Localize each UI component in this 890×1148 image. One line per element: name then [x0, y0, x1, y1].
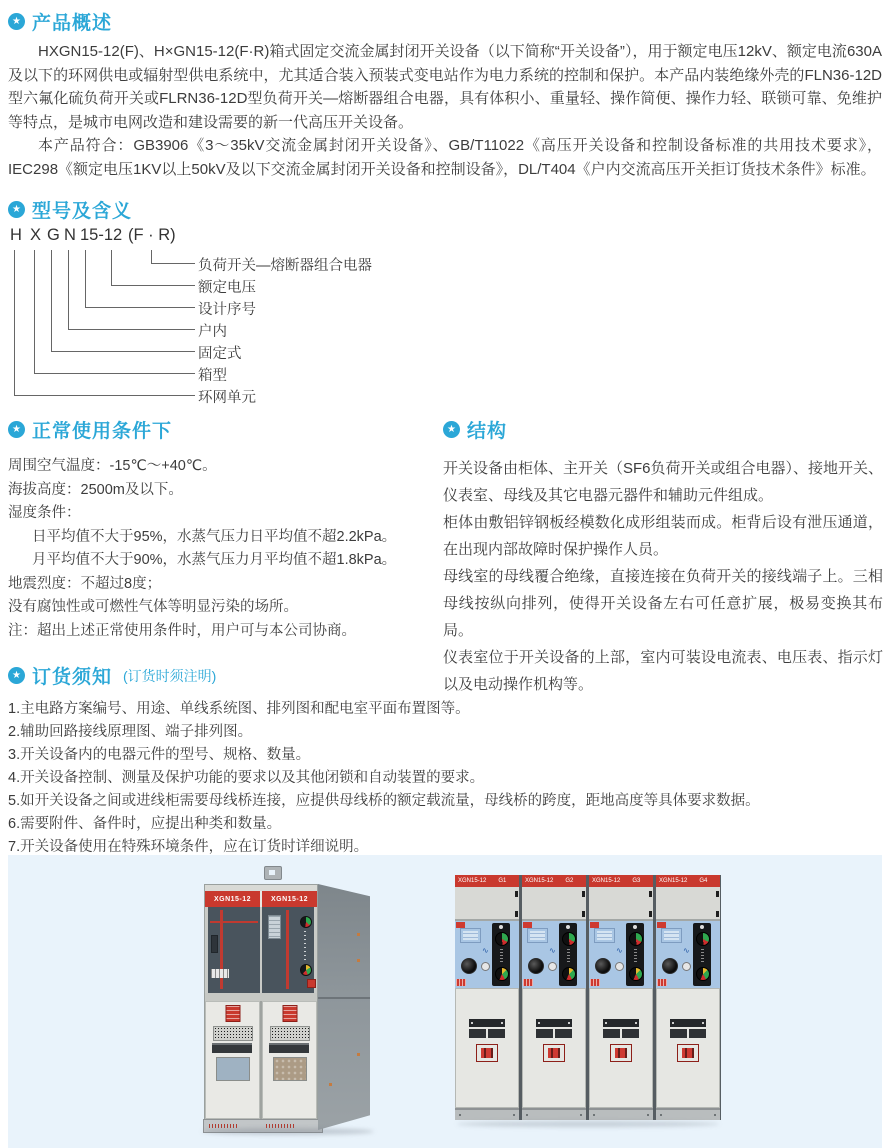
- single-cabinet-photo: [200, 860, 380, 1136]
- operation-knob: [461, 958, 477, 974]
- switchgear-bay: [589, 875, 653, 1120]
- door-handle: [536, 1019, 572, 1038]
- position-indicator-icon: [629, 932, 643, 946]
- red-button: [307, 979, 316, 988]
- model-label: 箱型: [198, 368, 227, 384]
- section-title: 结构: [467, 421, 508, 442]
- indicator-gauge-icon: [300, 916, 312, 928]
- handle-cell: [622, 1029, 639, 1038]
- lifting-hook: [264, 866, 282, 880]
- operation-knob: [528, 958, 544, 974]
- star-bullet-icon: [443, 421, 460, 438]
- mini-dial: [481, 962, 490, 971]
- warning-label: [677, 1044, 699, 1062]
- dotted-scale: [634, 949, 637, 963]
- handle-cell: [555, 1029, 572, 1038]
- lower-door: [656, 988, 720, 1108]
- hinge: [582, 891, 585, 897]
- position-indicator-icon: [696, 932, 710, 946]
- position-indicator-icon: [562, 967, 576, 981]
- dotted-scale: [567, 949, 570, 963]
- section-header-model: [8, 196, 132, 223]
- condition-line: 周围空气温度：-15℃～+40℃。: [8, 458, 217, 474]
- indicator-strip: [559, 923, 577, 986]
- nameplate: XGN15-12: [262, 891, 317, 907]
- shadow: [202, 1128, 374, 1135]
- ordering-item: 4.开关设备控制、测量及保护功能的要求以及其他闭锁和自动装置的要求。: [8, 770, 485, 786]
- indicator-dot: [499, 925, 503, 929]
- ordering-item: 2.辅助回路接线原理图、端子排列图。: [8, 724, 253, 740]
- hinge: [716, 891, 719, 897]
- vent-grille: [213, 1026, 253, 1041]
- structure-paragraph: 仪表室位于开关设备的上部，室内可装设电流表、电压表、指示灯以及电动操作机构等。: [443, 649, 883, 693]
- mini-dial: [682, 962, 691, 971]
- door-handle: [269, 1043, 309, 1053]
- overview-paragraph: HXGN15-12(F)、H×GN15-12(F·R)箱式固定交流金属封闭开关设备（以下简称“开关设备”），用于额定电压12kV、额定电流630A及以下的环网供电或辐射型供电系统中，尤其适合装入预装式变电站作为电力系统的控制和保护。本产品内装绝缘外壳的FLN36-12D型六氟化硫负荷开关或FLRN36-12D型负荷开关—熔断器组合电器，具有体积小、重量轻、操作简便、操作力轻、联锁可靠、免维护等特点，是城市电网改造和建设需要的新一代高压开关设备。: [8, 43, 882, 131]
- door-handle: [212, 1043, 252, 1053]
- lineup-cabinet-photo: [455, 872, 723, 1128]
- condition-line: 海拔高度：2500m及以下。: [8, 481, 183, 498]
- cabinet-base: [589, 1108, 653, 1120]
- handle-bar: [603, 1019, 639, 1027]
- scheme-icon: [482, 946, 489, 955]
- ordering-list: [8, 698, 882, 859]
- control-panel: [455, 921, 519, 988]
- condition-line: 月平均值不大于90%，水蒸气压力月平均值不超1.8kPa。: [32, 552, 397, 568]
- hinge: [515, 891, 518, 897]
- handle-cell: [603, 1029, 620, 1038]
- star-bullet-icon: [8, 667, 25, 684]
- condition-line: 没有腐蚀性或可燃性气体等明显污染的场所。: [8, 599, 298, 615]
- diagram-connector-line: [14, 250, 195, 396]
- condition-line: 湿度条件：: [8, 505, 81, 521]
- operation-knob: [595, 958, 611, 974]
- model-code-part: (F · R): [128, 226, 176, 244]
- model-label: 设计序号: [198, 302, 256, 318]
- handle-bar: [469, 1029, 505, 1038]
- condition-line: 注：超出上述正常使用条件时，用户可与本公司协商。: [8, 622, 356, 639]
- handle-bar: [603, 1029, 639, 1038]
- overview-paragraph: 本产品符合：GB3906《3～35kV交流金属封闭开关设备》、GB/T11022《高压开关设备和控制设备标准的共用技术要求》，IEC298《额定电压1KV以上50kV及以下交流金属封闭开关设备和控制设备》，DL/T404《户内交流高压开关拒订货技术条件》标准。: [8, 137, 882, 178]
- red-stripe: [210, 921, 258, 923]
- handle-bar: [469, 1019, 505, 1027]
- warning-label: [476, 1044, 498, 1062]
- product-photo-panel: [8, 855, 882, 1148]
- switchgear-bay: [455, 875, 519, 1120]
- switchgear-bay: [522, 875, 586, 1120]
- cabinet-base: [656, 1108, 720, 1120]
- nameplate: XGN15-12: [205, 891, 260, 907]
- upper-door: [656, 887, 720, 921]
- structure-paragraphs: [443, 455, 883, 698]
- section-header-ordering: [8, 662, 216, 689]
- control-panel: [656, 921, 720, 988]
- bay-nameplate: [522, 875, 586, 887]
- indicator-strip: [492, 923, 510, 986]
- info-plate: [268, 915, 281, 939]
- indicator-strip: [693, 923, 711, 986]
- structure-paragraph: 柜体由敷铝锌钢板经模数化成形组装而成。柜背后设有泄压通道，在出现内部故障时保护操作人员。: [443, 514, 883, 558]
- scheme-plate: [527, 928, 548, 943]
- ordering-item: 1.主电路方案编号、用途、单线系统图、排列图和配电室平面布置图等。: [8, 701, 470, 717]
- handle-bar: [536, 1029, 572, 1038]
- ordering-item: 6.需要附件、备件时，应提出种类和数量。: [8, 816, 282, 832]
- red-label: [590, 979, 600, 986]
- door-plate: [273, 1057, 307, 1081]
- scheme-icon: [616, 946, 623, 955]
- model-code-part: N: [64, 226, 76, 244]
- cabinet-base: [455, 1108, 519, 1120]
- handle-cell: [689, 1029, 706, 1038]
- position-indicator-icon: [562, 932, 576, 946]
- door: [262, 1001, 317, 1119]
- dotted-scale: [500, 949, 503, 963]
- model-code-part: G: [47, 226, 60, 244]
- door-plate: [216, 1057, 250, 1081]
- section-header-structure: [443, 416, 883, 443]
- red-label: [657, 979, 667, 986]
- handle-cell: [469, 1029, 486, 1038]
- structure-paragraph: 母线室的母线覆合绝缘，直接连接在负荷开关的接线端子上。三相母线按纵向排列，使得开关设备左右可任意扩展，极易变换其布局。: [443, 568, 883, 639]
- model-label: 固定式: [198, 346, 242, 362]
- model-label: 负荷开关—熔断器组合电器: [198, 258, 372, 274]
- panel-seam: [260, 907, 262, 993]
- section-header-overview: [8, 8, 112, 35]
- handle-bar: [536, 1019, 572, 1027]
- mini-dial: [615, 962, 624, 971]
- position-indicator-icon: [495, 967, 509, 981]
- bay-model: XGN15-12: [659, 878, 688, 884]
- scheme-plate: [594, 928, 615, 943]
- bay-nameplate: [455, 875, 519, 887]
- overview-text: [8, 40, 882, 181]
- bay-model: XGN15-12: [458, 878, 487, 884]
- condition-line: 地震烈度：不超过8度；: [8, 575, 162, 592]
- warning-label: [543, 1044, 565, 1062]
- ordering-item: 3.开关设备内的电器元件的型号、规格、数量。: [8, 747, 311, 763]
- structure-paragraph: 开关设备由柜体、主开关（SF6负荷开关或组合电器）、接地开关、仪表室、母线及其它电器元器件和辅助元件组成。: [443, 460, 884, 504]
- bay-model: XGN15-12: [525, 878, 554, 884]
- hinge: [716, 911, 719, 917]
- hinge: [649, 891, 652, 897]
- scheme-plate: [661, 928, 682, 943]
- mini-dial: [548, 962, 557, 971]
- model-code-part: X: [30, 226, 42, 244]
- door-handle: [603, 1019, 639, 1038]
- upper-door: [589, 887, 653, 921]
- cabinet-front: [204, 884, 318, 1130]
- position-indicator-icon: [495, 932, 509, 946]
- handle-bar: [670, 1029, 706, 1038]
- model-code-part: 15-12: [80, 226, 123, 244]
- handle-cell: [670, 1029, 687, 1038]
- star-bullet-icon: [8, 421, 25, 438]
- model-label: 环网单元: [198, 390, 256, 406]
- vent-grille: [270, 1026, 310, 1041]
- control-panel: [589, 921, 653, 988]
- hinge: [515, 911, 518, 917]
- section-title: 订货须知: [32, 667, 113, 688]
- model-code-diagram: [8, 226, 438, 416]
- door-handle: [469, 1019, 505, 1038]
- handle-bar: [670, 1019, 706, 1027]
- control-panel: [522, 921, 586, 988]
- indicator-dot: [566, 925, 570, 929]
- red-label: [523, 979, 533, 986]
- model-label: 额定电压: [198, 280, 256, 296]
- dotted-scale: [304, 931, 306, 961]
- star-bullet-icon: [8, 201, 25, 218]
- section-header-conditions: [8, 416, 438, 443]
- warning-label: [610, 1044, 632, 1062]
- position-indicator-icon: [629, 967, 643, 981]
- model-label: 户内: [198, 324, 227, 340]
- red-stripe: [286, 910, 289, 989]
- bay-model: XGN15-12: [592, 878, 621, 884]
- section-subtitle: (订货时须注明): [123, 667, 217, 684]
- operation-slot: [211, 935, 218, 953]
- handle-cell: [536, 1029, 553, 1038]
- indicator-dot: [633, 925, 637, 929]
- lower-door: [522, 988, 586, 1108]
- lower-doors: [205, 1001, 317, 1119]
- conditions-section: [8, 416, 438, 643]
- section-title: 正常使用条件下: [32, 421, 173, 442]
- cabinet-nameplate-band: [205, 891, 317, 907]
- condition-line: 日平均值不大于95%，水蒸气压力日平均值不超2.2kPa。: [32, 528, 397, 545]
- bay-nameplate: [656, 875, 720, 887]
- door-handle: [670, 1019, 706, 1038]
- lower-door: [455, 988, 519, 1108]
- door: [205, 1001, 260, 1119]
- position-indicator-icon: [696, 967, 710, 981]
- upper-door: [522, 887, 586, 921]
- switchgear-bay: [656, 875, 720, 1120]
- bay-unit: G1: [498, 878, 507, 884]
- base-marking: [209, 1124, 239, 1128]
- star-bullet-icon: [8, 13, 25, 30]
- hinge: [582, 911, 585, 917]
- operation-knob: [662, 958, 678, 974]
- scheme-plate: [460, 928, 481, 943]
- lower-door: [589, 988, 653, 1108]
- section-title: 型号及含义: [32, 201, 133, 222]
- indicator-dot: [700, 925, 704, 929]
- cabinet-base: [522, 1108, 586, 1120]
- label-grid: [211, 969, 229, 978]
- bay-unit: G4: [699, 878, 708, 884]
- bay-unit: G2: [565, 878, 574, 884]
- section-title: 产品概述: [32, 13, 113, 34]
- ordering-item: 5.如开关设备之间或进线柜需要母线桥连接，应提供母线桥的额定载流量，母线桥的跨度，距地高度等具体要求数据。: [8, 793, 760, 809]
- instrument-panel: [205, 907, 317, 993]
- red-label: [456, 979, 466, 986]
- model-code-part: H: [10, 226, 22, 244]
- bay-unit: G3: [632, 878, 641, 884]
- conditions-lines: [8, 455, 438, 643]
- indicator-gauge-icon: [300, 964, 312, 976]
- handle-cell: [488, 1029, 505, 1038]
- scheme-icon: [549, 946, 556, 955]
- upper-door: [455, 887, 519, 921]
- scheme-icon: [683, 946, 690, 955]
- structure-section: [443, 416, 883, 698]
- cabinet-side-panel: [318, 884, 370, 1130]
- hinge: [649, 911, 652, 917]
- bay-nameplate: [589, 875, 653, 887]
- warning-label: [225, 1005, 240, 1022]
- warning-label: [282, 1005, 297, 1022]
- shadow: [457, 1121, 719, 1127]
- indicator-strip: [626, 923, 644, 986]
- ordering-item: 7.开关设备使用在特殊环境条件，应在订货时详细说明。: [8, 839, 369, 855]
- dotted-scale: [701, 949, 704, 963]
